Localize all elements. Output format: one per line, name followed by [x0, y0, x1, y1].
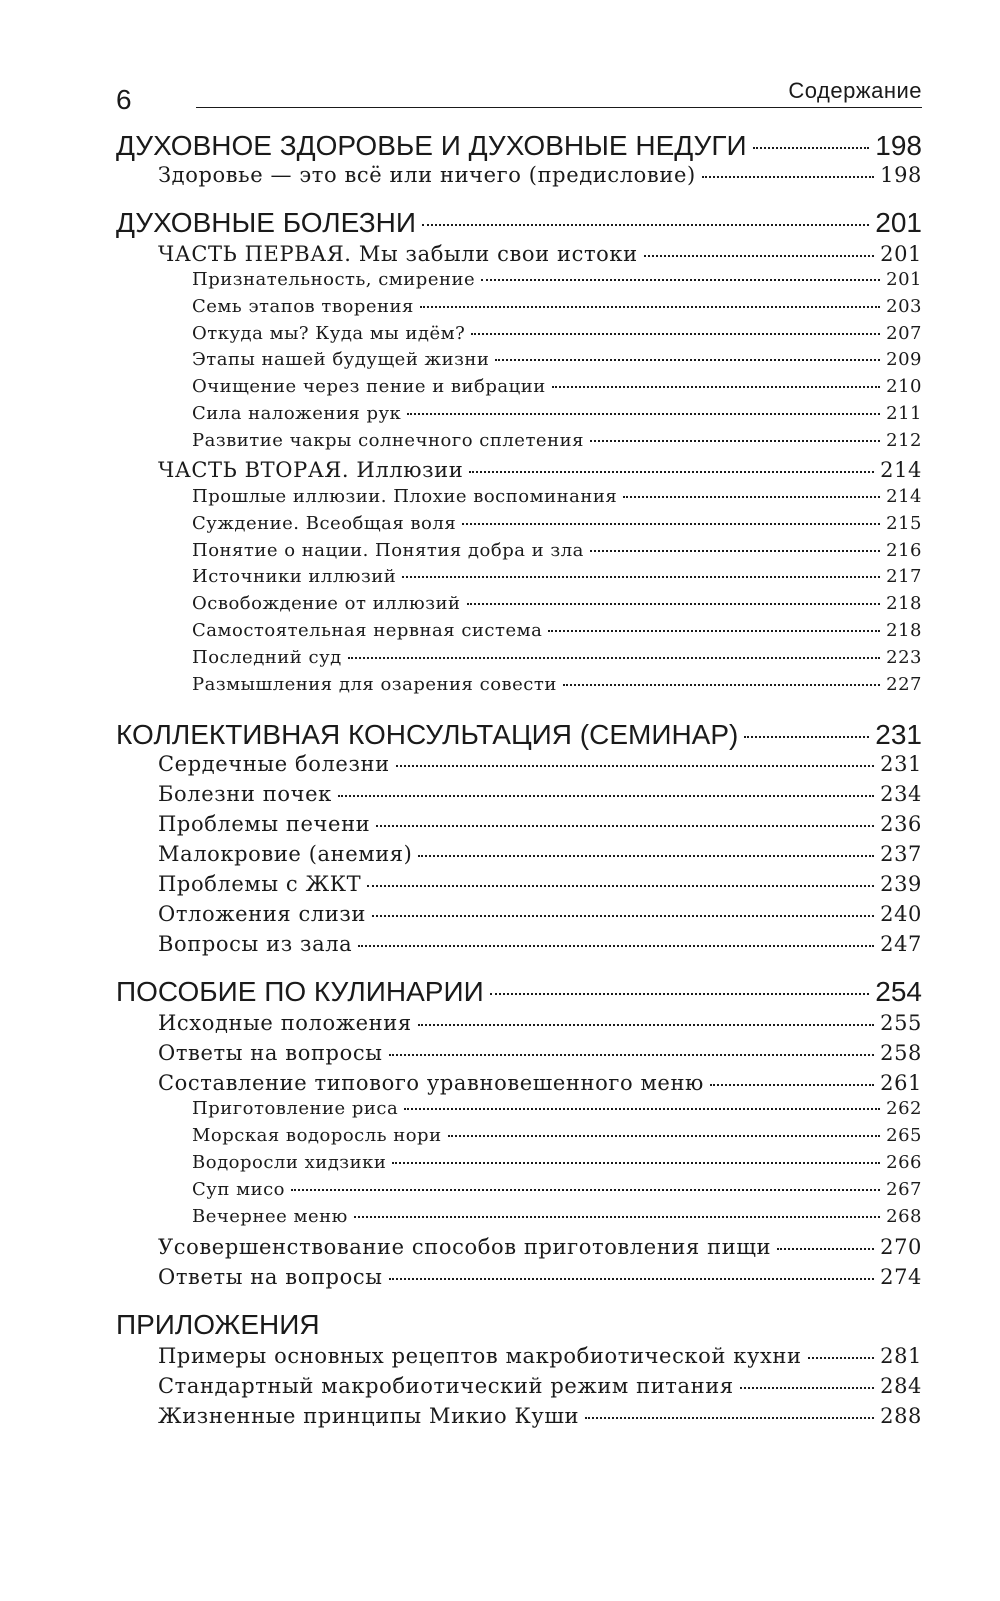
- toc-page-number: 258: [880, 1041, 922, 1065]
- dot-leader: [372, 914, 874, 917]
- toc-page-number: 227: [886, 674, 922, 695]
- page-header: [116, 78, 922, 118]
- dot-leader: [348, 656, 880, 659]
- dot-leader: [396, 764, 874, 767]
- dot-leader: [777, 1247, 874, 1250]
- dot-leader: [389, 1277, 875, 1280]
- dot-leader: [808, 1356, 875, 1359]
- toc-subentry[interactable]: [116, 429, 922, 453]
- toc-page-number: 203: [886, 296, 922, 317]
- toc-page-number: 207: [886, 323, 922, 344]
- toc-title: ПРИЛОЖЕНИЯ: [116, 1309, 320, 1340]
- dot-leader: [469, 470, 874, 473]
- toc-page-number: 212: [886, 430, 922, 451]
- dot-leader: [585, 1416, 874, 1419]
- toc-page-number: 237: [880, 842, 922, 866]
- toc-subentry[interactable]: [116, 295, 922, 319]
- toc-page-number: 247: [880, 932, 922, 956]
- toc-page-number: 284: [880, 1374, 922, 1398]
- toc-entry[interactable]: [116, 900, 922, 928]
- toc-page-number: 216: [886, 540, 922, 561]
- toc-subentry[interactable]: [116, 565, 922, 589]
- toc-entry[interactable]: [116, 870, 922, 898]
- toc-title: Сила наложения рук: [192, 403, 402, 424]
- toc-page-number: 223: [886, 647, 922, 668]
- toc-subentry[interactable]: [116, 268, 922, 292]
- dot-leader: [367, 884, 874, 887]
- toc-page-number: 201: [880, 242, 922, 266]
- dot-leader: [548, 629, 880, 632]
- toc-title: Размышления для озарения совести: [192, 674, 557, 695]
- toc-title: Проблемы с ЖКТ: [158, 872, 362, 896]
- toc-title: Суждение. Всеобщая воля: [192, 513, 457, 534]
- toc-page-number: 211: [886, 403, 922, 424]
- dot-leader: [644, 254, 874, 257]
- toc-title: Прошлые иллюзии. Плохие воспоминания: [192, 486, 618, 507]
- dot-leader: [495, 358, 880, 361]
- toc-subentry[interactable]: [116, 1205, 922, 1229]
- toc-title: Очищение через пение и вибрации: [192, 376, 546, 397]
- dot-leader: [753, 146, 870, 149]
- dot-leader: [481, 278, 880, 281]
- toc-page-number: 214: [886, 486, 922, 507]
- toc-page-number: 218: [886, 620, 922, 641]
- toc-title: Составление типового уравновешенного меню: [158, 1071, 704, 1095]
- toc-title: Приготовление риса: [192, 1098, 399, 1119]
- toc-subentry[interactable]: [116, 673, 922, 697]
- toc-title: ДУХОВНЫЕ БОЛЕЗНИ: [116, 207, 416, 238]
- toc-title: ПОСОБИЕ ПО КУЛИНАРИИ: [116, 976, 484, 1007]
- toc-title: ДУХОВНОЕ ЗДОРОВЬЕ И ДУХОВНЫЕ НЕДУГИ: [116, 130, 747, 161]
- toc-title: Развитие чакры солнечного сплетения: [192, 430, 584, 451]
- toc-title: Малокровие (анемия): [158, 842, 413, 866]
- dot-leader: [338, 794, 874, 797]
- dot-leader: [590, 549, 880, 552]
- toc-entry[interactable]: [116, 1263, 922, 1291]
- toc-subentry[interactable]: [116, 1097, 922, 1121]
- toc-entry[interactable]: [116, 750, 922, 778]
- toc-section[interactable]: [116, 976, 922, 1008]
- toc-title: Водоросли хидзики: [192, 1152, 387, 1173]
- dot-leader: [392, 1161, 880, 1164]
- toc-page-number: 201: [886, 269, 922, 290]
- dot-leader: [448, 1134, 881, 1137]
- dot-leader: [744, 735, 869, 738]
- toc-entry[interactable]: [116, 1402, 922, 1430]
- dot-leader: [740, 1386, 874, 1389]
- toc-page-number: 209: [886, 349, 922, 370]
- toc-section[interactable]: [116, 1309, 922, 1341]
- toc-title: Самостоятельная нервная система: [192, 620, 543, 641]
- toc-page-number: 274: [880, 1265, 922, 1289]
- toc-entry[interactable]: [116, 1069, 922, 1097]
- toc-page-number: 254: [875, 976, 922, 1007]
- toc-page-number: 288: [880, 1404, 922, 1428]
- toc-title: Жизненные принципы Микио Куши: [158, 1404, 580, 1428]
- dot-leader: [590, 439, 880, 442]
- toc-title: Источники иллюзий: [192, 566, 397, 587]
- toc-page-number: 239: [880, 872, 922, 896]
- toc-subentry[interactable]: [116, 512, 922, 536]
- toc-page-number: 281: [880, 1344, 922, 1368]
- toc-page-number: 265: [886, 1125, 922, 1146]
- toc-page-number: 262: [886, 1098, 922, 1119]
- dot-leader: [462, 522, 880, 525]
- dot-leader: [623, 495, 880, 498]
- dot-leader: [467, 602, 881, 605]
- toc-entry[interactable]: [116, 161, 922, 189]
- dot-leader: [376, 824, 874, 827]
- toc-entry[interactable]: [116, 1039, 922, 1067]
- dot-leader: [420, 305, 880, 308]
- toc-page-number: 236: [880, 812, 922, 836]
- toc-page-number: 270: [880, 1235, 922, 1259]
- toc-title: Ответы на вопросы: [158, 1041, 383, 1065]
- toc-page-number: 268: [886, 1206, 922, 1227]
- toc-entry[interactable]: [116, 840, 922, 868]
- toc-section[interactable]: [116, 130, 922, 162]
- toc-entry[interactable]: [116, 810, 922, 838]
- toc-subentry[interactable]: [116, 592, 922, 616]
- toc-entry[interactable]: [116, 1009, 922, 1037]
- toc-title: Проблемы печени: [158, 812, 371, 836]
- toc-subentry[interactable]: [116, 1151, 922, 1175]
- dot-leader: [710, 1083, 874, 1086]
- toc-page-number: 266: [886, 1152, 922, 1173]
- toc-entry[interactable]: [116, 1233, 922, 1261]
- toc-entry[interactable]: [116, 1372, 922, 1400]
- toc-page-number: 261: [880, 1071, 922, 1095]
- toc-subentry[interactable]: [116, 646, 922, 670]
- toc-entry[interactable]: [116, 1342, 922, 1370]
- dot-leader: [490, 992, 870, 995]
- dot-leader: [418, 1023, 874, 1026]
- toc-title: Здоровье — это всё или ничего (предисловие): [158, 163, 696, 187]
- dot-leader: [358, 944, 874, 947]
- toc-page-number: 231: [875, 719, 922, 750]
- dot-leader: [471, 332, 880, 335]
- toc-page-number: 198: [880, 163, 922, 187]
- toc-subentry[interactable]: [116, 322, 922, 346]
- toc-page-number: 215: [886, 513, 922, 534]
- toc-page-number: 210: [886, 376, 922, 397]
- toc-section[interactable]: [116, 719, 922, 751]
- toc-page-number: 218: [886, 593, 922, 614]
- dot-leader: [354, 1215, 880, 1218]
- toc-title: Вопросы из зала: [158, 932, 353, 956]
- toc-title: Усовершенствование способов приготовления пищи: [158, 1235, 772, 1259]
- toc-entry[interactable]: [116, 240, 922, 268]
- toc-subentry[interactable]: [116, 485, 922, 509]
- toc-page-number: 267: [886, 1179, 922, 1200]
- dot-leader: [418, 854, 874, 857]
- toc-subentry[interactable]: [116, 1178, 922, 1202]
- dot-leader: [552, 385, 880, 388]
- toc-page-number: 234: [880, 782, 922, 806]
- running-title: Содержание: [788, 78, 922, 103]
- toc-entry[interactable]: [116, 780, 922, 808]
- toc-subentry[interactable]: [116, 1124, 922, 1148]
- toc-title: Откуда мы? Куда мы идём?: [192, 323, 466, 344]
- toc-page-number: 214: [880, 458, 922, 482]
- toc-title: Морская водоросль нори: [192, 1125, 442, 1146]
- toc-page-number: 255: [880, 1011, 922, 1035]
- toc-title: Этапы нашей будущей жизни: [192, 349, 490, 370]
- toc-title: Вечернее меню: [192, 1206, 348, 1227]
- dot-leader: [291, 1188, 880, 1191]
- dot-leader: [404, 1107, 880, 1110]
- toc-page-number: 201: [875, 207, 922, 238]
- toc-title: Исходные положения: [158, 1011, 412, 1035]
- toc-subentry[interactable]: [116, 619, 922, 643]
- toc-page-number: 198: [875, 130, 922, 161]
- toc-page-number: 217: [886, 566, 922, 587]
- toc-title: Освобождение от иллюзий: [192, 593, 461, 614]
- toc-entry[interactable]: [116, 456, 922, 484]
- toc-title: Отложения слизи: [158, 902, 367, 926]
- toc-entry[interactable]: [116, 930, 922, 958]
- toc-title: Сердечные болезни: [158, 752, 390, 776]
- toc-title: Стандартный макробиотический режим питания: [158, 1374, 734, 1398]
- toc-section[interactable]: [116, 207, 922, 239]
- toc-title: Признательность, смирение: [192, 269, 476, 290]
- toc-title: Ответы на вопросы: [158, 1265, 383, 1289]
- toc-subentry[interactable]: [116, 375, 922, 399]
- dot-leader: [702, 175, 874, 178]
- page-number: 6: [116, 84, 132, 115]
- toc-title: Семь этапов творения: [192, 296, 414, 317]
- toc-title: КОЛЛЕКТИВНАЯ КОНСУЛЬТАЦИЯ (СЕМИНАР): [116, 719, 739, 750]
- toc-title: Примеры основных рецептов макробиотической кухни: [158, 1344, 802, 1368]
- dot-leader: [389, 1053, 875, 1056]
- dot-leader: [563, 683, 880, 686]
- toc-title: ЧАСТЬ ПЕРВАЯ. Мы забыли свои истоки: [158, 242, 638, 266]
- toc-page-number: 231: [880, 752, 922, 776]
- toc-subentry[interactable]: [116, 348, 922, 372]
- toc-title: Последний суд: [192, 647, 342, 668]
- toc-subentry[interactable]: [116, 539, 922, 563]
- dot-leader: [422, 223, 869, 226]
- header-rule: [196, 107, 922, 108]
- dot-leader: [407, 412, 880, 415]
- toc-title: ЧАСТЬ ВТОРАЯ. Иллюзии: [158, 458, 464, 482]
- toc-page-number: 240: [880, 902, 922, 926]
- toc-title: Суп мисо: [192, 1179, 285, 1200]
- toc-subentry[interactable]: [116, 402, 922, 426]
- toc-title: Болезни почек: [158, 782, 332, 806]
- toc-title: Понятие о нации. Понятия добра и зла: [192, 540, 584, 561]
- dot-leader: [402, 575, 880, 578]
